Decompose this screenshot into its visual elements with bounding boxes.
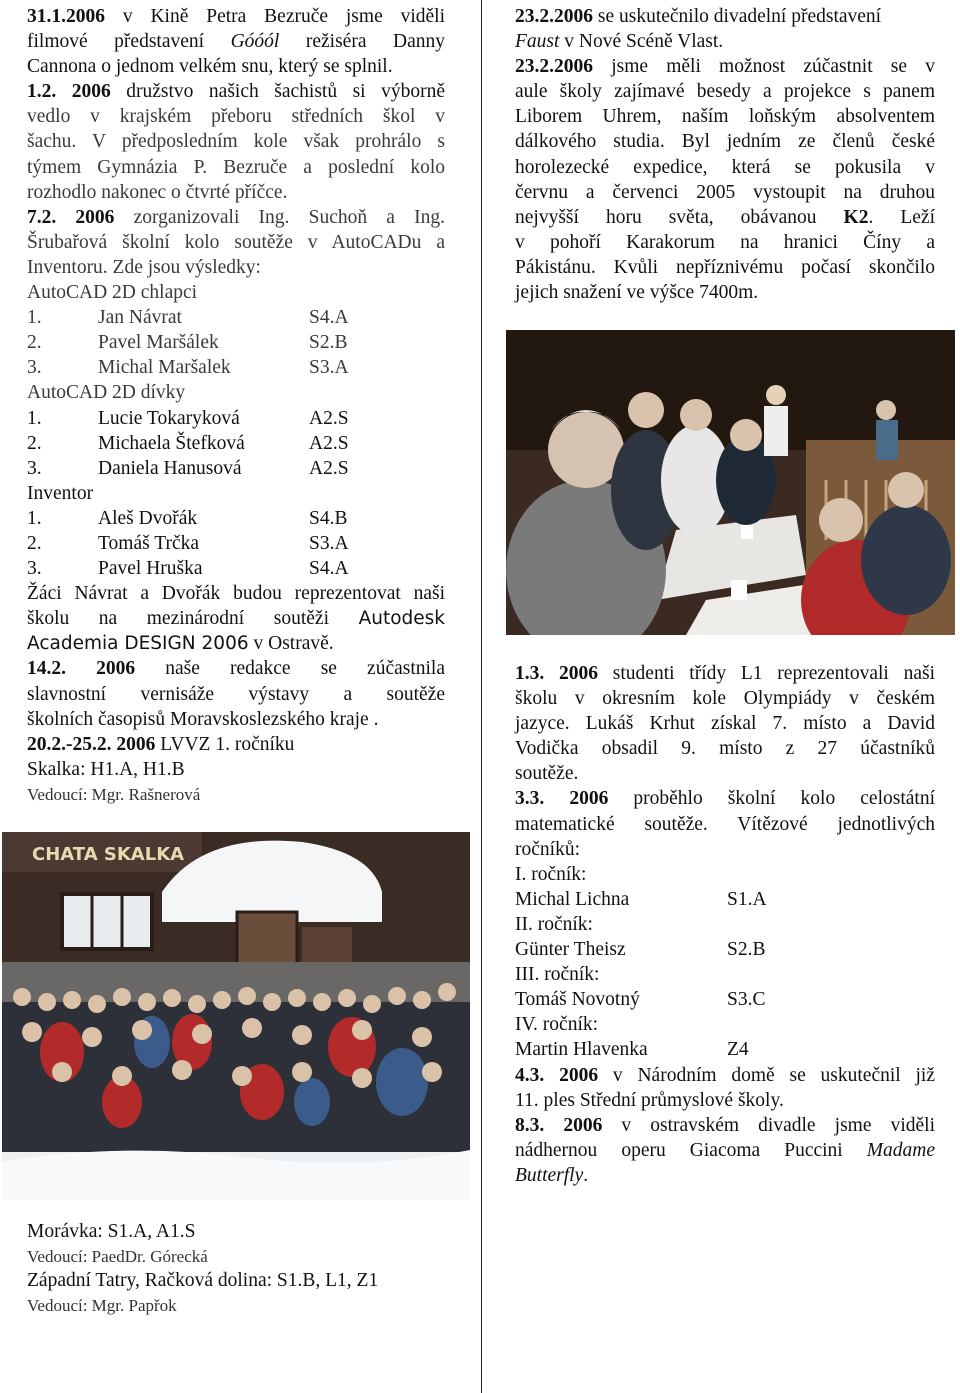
- right-column: [515, 4, 935, 305]
- text-line: Skalka: H1.A, H1.B: [27, 758, 185, 780]
- text-line: 7.2. 2006 zorganizovali Ing. Suchoň a Ing.: [27, 206, 445, 228]
- chata-skalka-sign: CHATA SKALKA: [32, 844, 185, 865]
- text-line: soutěže.: [515, 763, 579, 785]
- text-line: 31.1.2006 v Kině Petra Bezruče jsme viděli: [27, 6, 445, 27]
- result-row: 2. Pavel Maršálek S2.B: [27, 332, 348, 354]
- text-line: Pákistánu. Kvůli nepříznivému počasí skončilo: [515, 256, 935, 278]
- winner-row: Martin Hlavenka Z4: [515, 1039, 749, 1061]
- column-divider: [481, 0, 482, 1393]
- left-column: [27, 4, 445, 807]
- photo-illustration: [506, 330, 955, 635]
- group-photo-chata-skalka: [2, 832, 470, 1200]
- text-line: Šrubařová školní kolo soutěže v AutoCADu a: [27, 231, 445, 253]
- result-row: 3. Pavel Hruška S4.A: [27, 558, 349, 580]
- text-line: Inventoru. Zde jsou výsledky:: [27, 256, 261, 278]
- result-row: 1. Jan Návrat S4.A: [27, 307, 349, 329]
- text-line: Liborem Uhrem, naším loňským absolventem: [515, 106, 935, 128]
- text-line: jejich snažení ve výšce 7400m.: [515, 282, 759, 304]
- text-line: 1.3. 2006 studenti třídy L1 reprezentovali naši: [515, 663, 935, 684]
- text-line: červnu a červenci 2005 vystoupit na druhou: [515, 181, 935, 203]
- text-line: 4.3. 2006 v Národním domě se uskutečnil již: [515, 1064, 936, 1086]
- text-line: rozhodlo nakonec o čtvrté příčce.: [27, 181, 288, 203]
- text-line: 3.3. 2006 proběhlo školní kolo celostátní: [515, 788, 935, 810]
- text-line: nádhernou operu Giacoma Puccini Madame: [515, 1139, 935, 1161]
- winner-row: Tomáš Novotný S3.C: [515, 989, 766, 1011]
- result-row: 2. Tomáš Trčka S3.A: [27, 532, 349, 554]
- text-line: 14.2. 2006 naše redakce se zúčastnila: [27, 658, 446, 680]
- result-row: 3. Daniela Hanusová A2.S: [27, 457, 349, 479]
- text-line: 8.3. 2006 v ostravském divadle jsme viděli: [515, 1114, 935, 1136]
- photo-illustration: [2, 832, 470, 1200]
- text-line: Vedoucí: Mgr. Papřok: [27, 1295, 177, 1315]
- text-line: matematické soutěže. Vítězové jednotlivých: [515, 813, 935, 835]
- grade-heading: II. ročník:: [515, 913, 593, 935]
- text-line: ročníků:: [515, 838, 580, 860]
- result-row: 1. Aleš Dvořák S4.B: [27, 507, 348, 529]
- text-line: dálkového studia. Byl jedním ze členů české: [515, 131, 935, 153]
- text-line: Faust v Nové Scéně Vlast.: [515, 31, 724, 53]
- text-line: Academia DESIGN 2006 v Ostravě.: [27, 633, 334, 655]
- text-line: 23.2.2006 jsme měli možnost zúčastnit se v: [515, 56, 935, 78]
- text-line: šachu. V předposledním kole však prohrálo s: [27, 131, 445, 153]
- text-line: 23.2.2006 se uskutečnilo divadelní představení: [515, 6, 882, 27]
- text-line: 20.2.-25.2. 2006 LVVZ 1. ročníku: [27, 733, 295, 755]
- text-line: horolezecké expedice, která se pokusila v: [515, 156, 935, 178]
- text-line: aule školy zajímavé besedy a projekce s panem: [515, 81, 935, 103]
- text-line: slavnostní vernisáže výstavy a soutěže: [27, 683, 445, 705]
- winner-row: Günter Theisz S2.B: [515, 939, 766, 961]
- grade-heading: III. ročník:: [515, 964, 600, 986]
- text-line: vedlo v krajském přeboru středních škol v: [27, 106, 445, 128]
- text-line: jazyce. Lukáš Krhut získal 7. místo a David: [515, 713, 935, 735]
- category-heading: AutoCAD 2D chlapci: [27, 282, 198, 304]
- category-heading: AutoCAD 2D dívky: [27, 382, 186, 404]
- right-column-lower: [515, 661, 935, 1188]
- grade-heading: I. ročník:: [515, 863, 587, 885]
- text-line: 1.2. 2006 družstvo našich šachistů si výborně: [27, 81, 446, 103]
- text-line: Vodička obsadil 9. místo z 27 účastníků: [515, 738, 935, 760]
- category-heading: Inventor: [27, 482, 94, 504]
- lecture-photo: [506, 330, 955, 635]
- result-row: 3. Michal Maršalek S3.A: [27, 357, 349, 379]
- winner-row: Michal Lichna S1.A: [515, 888, 767, 910]
- text-line: Vedoucí: Mgr. Rašnerová: [27, 784, 201, 804]
- text-line: v pohoří Karakorum na hranici Číny a: [515, 231, 935, 253]
- text-line: Západní Tatry, Račková dolina: S1.B, L1, Z1: [27, 1270, 379, 1291]
- text-line: filmové představení Góóól režiséra Danny: [27, 31, 445, 53]
- text-line: 11. ples Střední průmyslové školy.: [515, 1089, 784, 1111]
- text-line: Vedoucí: PaedDr. Górecká: [27, 1246, 208, 1266]
- result-row: 1. Lucie Tokaryková A2.S: [27, 407, 349, 429]
- text-line: školních časopisů Moravskoslezského kraje .: [27, 708, 379, 730]
- grade-heading: IV. ročník:: [515, 1014, 599, 1036]
- text-line: Žáci Návrat a Dvořák budou reprezentovat naši: [27, 583, 445, 605]
- text-line: týmem Gymnázia P. Bezruče a poslední kolo: [27, 156, 445, 178]
- text-line: Butterfly.: [515, 1164, 589, 1186]
- text-line: Morávka: S1.A, A1.S: [27, 1221, 196, 1242]
- text-line: Cannona o jednom velkém snu, který se splnil.: [27, 56, 393, 78]
- result-row: 2. Michaela Štefková A2.S: [27, 432, 349, 454]
- text-line: školu na mezinárodní soutěži Autodesk: [27, 608, 445, 630]
- trip-list: [27, 1220, 378, 1318]
- text-line: školu v okresním kole Olympiády v českém: [515, 688, 935, 710]
- text-line: nejvyšší horu světa, obávanou K2. Leží: [515, 206, 935, 228]
